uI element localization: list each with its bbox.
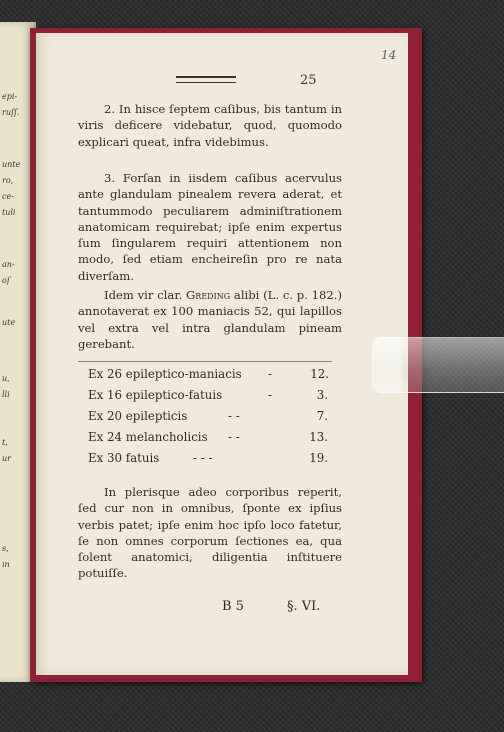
table-row: [88, 386, 338, 407]
left-page-fragment: oſ: [2, 276, 10, 285]
page-number: 25: [300, 73, 317, 88]
paragraph-closing: In plerisque adeo corporibus reperit, ſed cur non in omnibus, ſponte ex ipſius verbis patet; ipſe enim hoc ipſo loco fatetur, ſe non omnes corporum ſectiones ea, qua ſolent anatomici, diligentia inſtituere potuiſſe.: [78, 485, 342, 581]
plastic-clip-edge: [372, 337, 402, 391]
greding-text-before: Idem vir clar.: [104, 288, 187, 302]
left-page-fragment: u,: [2, 374, 10, 383]
table-row-dashes: -: [268, 388, 272, 402]
left-page-fragment: lli: [2, 390, 10, 399]
table-row-dashes: -: [268, 367, 272, 381]
left-page-fragment: ur: [2, 454, 11, 463]
left-page-fragment: t,: [2, 438, 8, 447]
table-row: [88, 407, 338, 428]
table-row-value: 13.: [309, 430, 328, 444]
catchword: §. VI.: [287, 599, 321, 614]
left-page-fragment: s,: [2, 544, 9, 553]
paragraph-greding: [78, 287, 342, 352]
table-row-label: Ex 24 melancholicis: [88, 430, 208, 444]
left-page-fragment: tuli: [2, 208, 16, 217]
greding-text-after: alibi (L. c. p. 182.) annotaverat ex 100 maniacis 52, qui lapillos vel extra vel intra glandulam pineam gerebant.: [78, 288, 342, 351]
table-row: [88, 365, 338, 386]
left-page-fragment: unte: [2, 160, 21, 169]
table-row-dashes: - - -: [193, 451, 213, 465]
table-row-label: Ex 30 fatuis: [88, 451, 160, 465]
left-page-fragment: ce-: [2, 192, 14, 201]
header-ornament-rule: [176, 76, 236, 83]
table-row-label: Ex 16 epileptico-fatuis: [88, 388, 223, 402]
table-row: [88, 449, 338, 470]
signature-mark: B 5: [222, 599, 244, 614]
table-row-label: Ex 26 epileptico-maniacis: [88, 367, 242, 381]
left-page-fragment: ute: [2, 318, 16, 327]
handwritten-page-number: 14: [381, 48, 397, 62]
left-page-fragment: epi-: [2, 92, 18, 101]
table-top-rule: [78, 361, 332, 362]
greding-name: Greding: [186, 288, 231, 302]
table-row-dashes: - -: [228, 409, 240, 423]
left-page-fragment: ro,: [2, 176, 14, 185]
table-row-label: Ex 20 epilepticis: [88, 409, 188, 423]
table-row-value: 7.: [316, 409, 328, 423]
left-page-fragment: ın: [2, 560, 10, 569]
paragraph-2: 2. In hisce ſeptem caſibus, bis tantum in viris deficere videbatur, quod, quomodo explicari queat, infra videbimus.: [78, 102, 342, 149]
left-page-fragment: an-: [2, 260, 15, 269]
statistics-table: [88, 365, 338, 470]
table-row-dashes: - -: [228, 430, 240, 444]
table-row-value: 12.: [310, 367, 329, 381]
left-page-fragment: ruſſ.: [2, 108, 20, 117]
table-row-value: 19.: [309, 451, 328, 465]
table-row-value: 3.: [316, 388, 328, 402]
paragraph-3: 3. Forſan in iisdem caſibus acervulus ante glandulam pinealem revera aderat, et tantummodo peculiarem adminiſtrationem anatomicam requirebat; ipſe enim expertus ſum ſingularem requiri attentionem non modo, ſed etiam encheireſin pro re nata diverſam.: [78, 171, 342, 283]
table-row: [88, 428, 338, 449]
